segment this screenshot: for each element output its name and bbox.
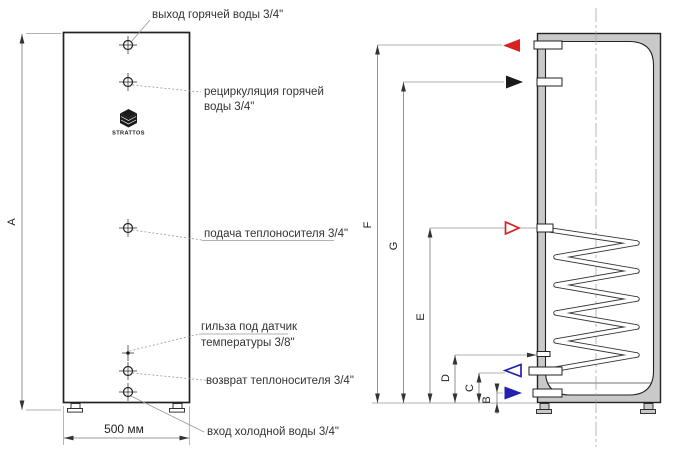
flow-arrow-cold-in-icon: [505, 387, 523, 400]
brand-name: STRATTOS: [112, 130, 145, 137]
side-foot-right: [641, 404, 656, 414]
dim-F: [375, 45, 502, 403]
flow-arrow-recirculation-icon: [506, 76, 523, 89]
dim-D: [453, 353, 537, 403]
label-cold-inlet: вход холодной воды 3/4": [207, 426, 339, 438]
stub-temp-sensor: [537, 352, 550, 357]
stub-heat-supply: [537, 224, 553, 232]
dim-B: [495, 384, 503, 415]
stub-hot-outlet: [534, 41, 562, 49]
label-recirculation-line2: воды 3/4": [204, 101, 255, 113]
tank-section: [529, 8, 661, 447]
dim-label-E: E: [415, 313, 427, 321]
dim-label-A: A: [6, 218, 18, 226]
flow-arrows: [503, 39, 523, 400]
dim-label-F: F: [362, 221, 374, 229]
dim-label-500mm: 500 мм: [104, 422, 144, 436]
label-hot-outlet: выход горячей воды 3/4": [152, 9, 284, 21]
label-heat-return: возврат теплоносителя 3/4": [206, 375, 354, 387]
stub-recirculation: [537, 78, 562, 86]
tank-front-outline: [64, 33, 190, 403]
dim-height-A: [6, 34, 61, 411]
label-heat-supply: подача теплоносителя 3/4": [204, 228, 349, 240]
dim-label-D: D: [440, 374, 452, 382]
side-view: [362, 8, 661, 447]
dim-label-C: C: [464, 384, 476, 392]
front-foot-left: [68, 404, 83, 413]
flow-arrow-heat-supply-icon: [506, 222, 520, 234]
side-dim-labels: [362, 221, 493, 403]
flow-arrow-heat-return-icon: [505, 365, 521, 377]
stub-heat-return: [529, 367, 562, 375]
side-foot-left: [537, 404, 552, 414]
label-recirculation-line1: рециркуляция горячей: [204, 86, 324, 98]
dim-label-B: B: [481, 396, 493, 404]
dim-label-G: G: [388, 241, 400, 251]
label-temp-sensor-line2: температуры 3/8": [201, 337, 295, 349]
label-temp-sensor-line1: гильза под датчик: [201, 321, 298, 333]
front-view: [6, 9, 354, 445]
stub-cold-inlet: [533, 389, 562, 397]
flow-arrow-hot-out-icon: [503, 39, 520, 52]
front-foot-right: [170, 404, 185, 413]
